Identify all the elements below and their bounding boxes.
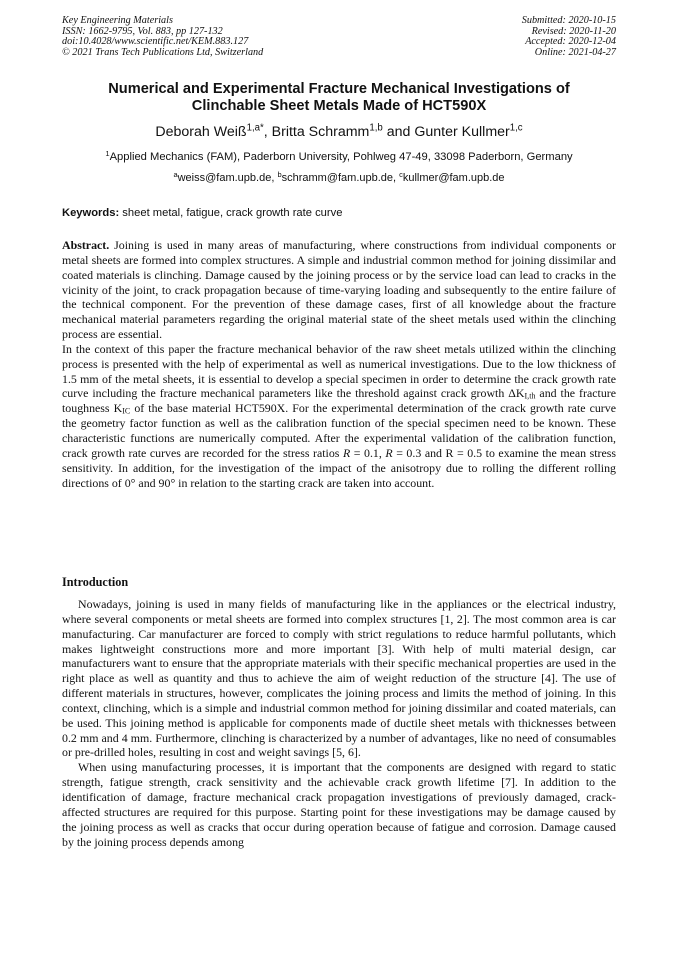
abstract-text: = 0.1, — [350, 445, 386, 460]
keywords — [62, 206, 616, 220]
affiliation-text: Applied Mechanics (FAM), Paderborn University, Pohlweg 47-49, 33098 Paderborn, Germany — [109, 151, 573, 163]
author-schramm: Britta Schramm — [271, 124, 370, 140]
keywords-text: sheet metal, fatigue, crack growth rate curve — [119, 207, 343, 219]
abstract-text: of the base material HCT590X. For the experimental determination of the crack growth rate curve the geometry factor function as well as the calibration function of the special specimen need to be known. These characteristic functions are numerically computed. After the experimental validation of the calibration function, crack growth rate curves are recorded for the stress ratios — [62, 401, 616, 460]
introduction-body — [62, 597, 616, 849]
introduction-paragraph: Nowadays, joining is used in many fields of manufacturing like in the appliances or the electrical industry, where several components or metal sheets are formed into complex structures [1, 2]. The most common area is car manufacturing. Car manufacturer are forced to comply with strict regulations to reduce harmful pollutants, which makes lightweight constructions more and more important [3]. With help of multi material design, car manufacturers want to ensure that the appropriate materials with their specific mechanical properties are used in the right place as well as quantity and thus to achieve the aim of weight reduction of the structure [4]. The use of different materials in structures, however, complicates the joining process and limits the method of joining. In this context, clinching, which is a simple and industrial common method for joining dissimilar and coated materials, can be used. This joining method is applicable for components made of ductile sheet metals with thicknesses between 0.2 mm and 4 mm. Furthermore, clinching is characterized by a number of advantages, like no need of consumables or pre-drilled holes, resulting in cost and weight savings [5, 6]. — [62, 597, 616, 760]
author-separator: and — [382, 124, 415, 140]
email-schramm: schramm@fam.upb.de, — [281, 172, 400, 184]
affiliation-number: 1 — [105, 148, 110, 158]
abstract-text: and the fracture toughness K — [62, 386, 616, 416]
revised-date: Revised: 2020-11-20 — [531, 25, 616, 37]
toughness-subscript: IC — [122, 406, 131, 416]
affiliation — [62, 150, 616, 164]
abstract-text: Joining is used in many areas of manufacturing, where constructions from individual components or metal sheets are formed into complex structures. A simple and industrial common method for joining dissimilar and coated materials is clinching. Damage caused by the joining process or by the service load can lead to cracks in the vicinity of the joint, to crack propagation because of time-varying loading and subsequently to the entire failure of the technical component. For the prevention of these damage cases, first of all knowledge about the fracture mechanical material parameters regarding the original material state of the sheet metals used within the clinching process are essential. — [62, 238, 616, 342]
journal-info — [62, 16, 263, 58]
abstract-paragraph — [62, 238, 616, 342]
stress-ratio-symbol: R — [342, 445, 351, 460]
author-weiss: Deborah Weiß — [155, 124, 247, 140]
publication-dates — [522, 16, 616, 58]
introduction-paragraph: When using manufacturing processes, it is important that the components are designed with regard to static strength, fatigue strength, crack sensitivity and the achievable crack growth lifetime [7]. In addition to the identification of damage, fracture mechanical crack propagation investigations of previously damaged, crack-affected structures are required for this purpose. Starting point for these investigations may be damage caused by the joining process as well as cracks that occur during operation because of fatigue and corrosion. Damage caused by the joining process depends among — [62, 760, 616, 849]
stress-ratio-symbol: R — [385, 445, 393, 460]
email-marker: b — [277, 169, 282, 179]
email-marker: a — [173, 169, 178, 179]
author-schramm-affil: 1,b — [369, 122, 383, 134]
copyright-line: © 2021 Trans Tech Publications Ltd, Switzerland — [62, 46, 264, 58]
section-heading-introduction: Introduction — [62, 575, 129, 589]
abstract — [62, 238, 616, 490]
author-list — [62, 124, 616, 141]
paper-title — [62, 81, 616, 115]
issn-line: ISSN: 1662-9795, Vol. 883, pp 127-132 — [62, 25, 223, 37]
email-weiss: weiss@fam.upb.de, — [177, 172, 278, 184]
submitted-date: Submitted: 2020-10-15 — [521, 15, 616, 26]
abstract-paragraph — [62, 342, 616, 490]
author-kullmer: Gunter Kullmer — [414, 124, 510, 140]
threshold-subscript: I,th — [524, 392, 536, 402]
journal-name: Key Engineering Materials — [62, 15, 173, 26]
email-marker: c — [399, 169, 403, 179]
title-line-2: Clinchable Sheet Metals Made of HCT590X — [191, 98, 487, 114]
abstract-label: Abstract. — [62, 238, 110, 252]
abstract-text: = 0.3 and R = 0.5 to examine the mean stress sensitivity. In addition, for the investigation of the impact of the anisotropy due to rolling the different rolling directions of 0° and 90° in relation to the starting crack are taken into account. — [62, 445, 616, 490]
abstract-text: In the context of this paper the fracture mechanical behavior of the raw sheet metals utilized within the clinching process is presented with the help of experimental as well as numerical investigations. Due to the low thickness of 1.5 mm of the metal sheets, it is essential to develop a special specimen in order to determine the crack growth rate curve including the fracture mechanical parameters like the threshold against crack growth ΔK — [62, 341, 616, 401]
author-weiss-affil: 1,a* — [246, 122, 264, 134]
accepted-date: Accepted: 2020-12-04 — [525, 36, 616, 48]
author-separator: , — [263, 124, 272, 140]
email-list — [62, 171, 616, 185]
title-line-1: Numerical and Experimental Fracture Mechanical Investigations of — [108, 81, 570, 97]
author-kullmer-affil: 1,c — [509, 122, 523, 134]
keywords-label: Keywords: — [62, 207, 120, 219]
email-kullmer: kullmer@fam.upb.de — [402, 172, 505, 184]
doi-line: doi:10.4028/www.scientific.net/KEM.883.127 — [62, 36, 249, 48]
online-date: Online: 2021-04-27 — [534, 46, 616, 58]
